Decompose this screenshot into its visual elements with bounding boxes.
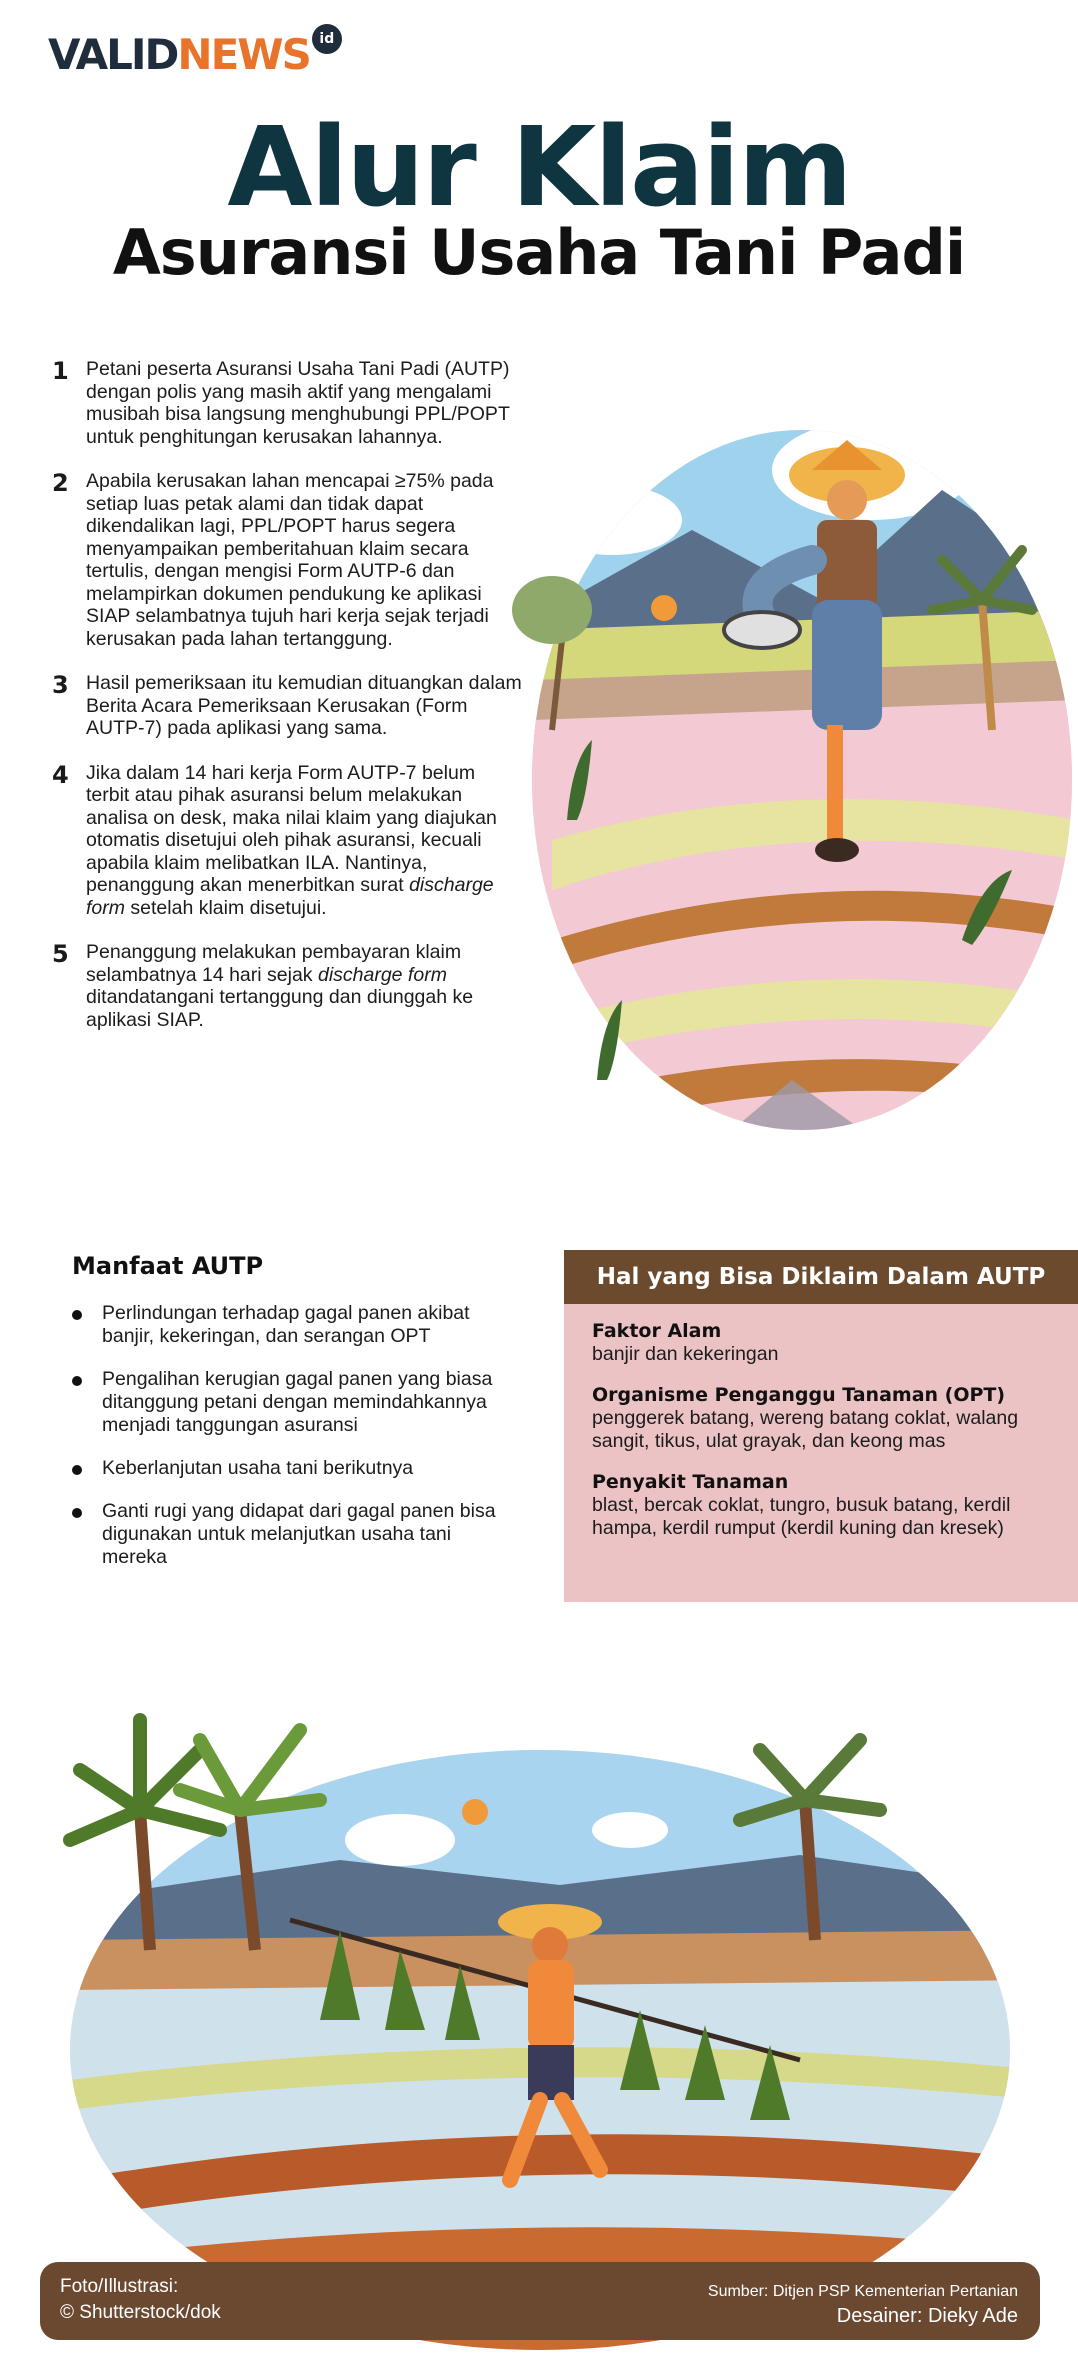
benefit-text: Pengalihan kerugian gagal panen yang biasa ditanggung petani dengan memindahkannya menjadi tanggungan asuransi xyxy=(102,1368,493,1436)
claimable-item-desc: blast, bercak coklat, tungro, busuk batang, kerdil hampa, kerdil rumput (kerdil kuning dan kresek) xyxy=(592,1494,1011,1539)
bullet-icon xyxy=(72,1457,102,1480)
claimable-item-heading: Penyakit Tanaman xyxy=(592,1471,789,1493)
benefit-text: Perlindungan terhadap gagal panen akibat banjir, kekeringan, dan serangan OPT xyxy=(102,1302,470,1347)
manfaat-section xyxy=(72,1252,512,1589)
step-item xyxy=(52,358,522,448)
step-item xyxy=(52,762,522,920)
logo-id-badge: id xyxy=(312,24,342,54)
benefit-text: Ganti rugi yang didapat dari gagal panen bisa digunakan untuk melanjutkan usaha tani mereka xyxy=(102,1500,496,1568)
bullet-icon xyxy=(72,1302,102,1348)
claimable-item-desc: penggerek batang, wereng batang coklat, walang sangit, tikus, ulat grayak, dan keong mas xyxy=(592,1407,1019,1452)
step-item xyxy=(52,941,522,1031)
page-subtitle: Asuransi Usaha Tani Padi xyxy=(112,216,966,289)
step-number: 2 xyxy=(52,469,69,497)
photo-credit xyxy=(60,2274,221,2326)
claimable-item-heading: Faktor Alam xyxy=(592,1320,722,1342)
step-text xyxy=(86,762,522,920)
step-text-emphasis: discharge form xyxy=(317,963,447,986)
footer-bar xyxy=(40,2262,1040,2340)
step-text: Hasil pemeriksaan itu kemudian dituangkan dalam Berita Acara Pemeriksaan Kerusakan (Form AUTP-7) pada aplikasi yang sama. xyxy=(86,672,522,739)
benefit-item xyxy=(72,1457,512,1480)
benefit-text: Keberlanjutan usaha tani berikutnya xyxy=(102,1457,414,1479)
step-text-part: setelah klaim disetujui. xyxy=(125,896,327,919)
step-number: 1 xyxy=(52,357,69,385)
designer-text: Desainer: Dieky Ade xyxy=(836,2305,1018,2327)
step-text: Petani peserta Asuransi Usaha Tani Padi (AUTP) dengan polis yang masih aktif yang mengalami musibah bisa langsung menghubungi PPL/POPT untuk penghitungan kerusakan lahannya. xyxy=(86,358,510,448)
step-text-part: ditandatangani tertanggung dan diunggah ke aplikasi SIAP. xyxy=(86,986,474,1031)
claimable-items-panel xyxy=(564,1250,1078,1602)
logo-news: NEWS xyxy=(177,30,310,79)
claim-steps-list xyxy=(52,358,522,1053)
step-item xyxy=(52,672,522,740)
claimable-item-heading: Organisme Penganggu Tanaman (OPT) xyxy=(592,1384,1006,1406)
step-number: 4 xyxy=(52,760,69,789)
step-number: 3 xyxy=(52,671,69,699)
step-text-part: Jika dalam 14 hari kerja Form AUTP-7 belum terbit atau pihak asuransi belum melakukan analisa on desk, maka nilai klaim yang diajukan otomatis disetujui oleh pihak asuransi, kecuali apabila klaim melibatkan ILA. Nantinya, penanggung akan menerbitkan surat xyxy=(86,761,497,896)
source-text: Sumber: Ditjen PSP Kementerian Pertanian xyxy=(707,2283,1018,2300)
credit-label: Foto/Illustrasi: xyxy=(60,2276,179,2297)
source-credit xyxy=(708,2280,1018,2328)
bullet-icon xyxy=(72,1368,102,1437)
claimable-panel-title: Hal yang Bisa Diklaim Dalam AUTP xyxy=(564,1250,1078,1304)
benefit-item xyxy=(72,1500,512,1569)
step-text: Apabila kerusakan lahan mencapai ≥75% pada setiap luas petak alami dan tidak dapat dikendalikan lagi, PPL/POPT harus segera menyampaikan pemberitahuan klaim secara tertulis, dengan mengisi Form AUTP-6 dan melampirkan dokumen pendukung ke aplikasi SIAP selambatnya tujuh hari kerja sejak terjadi kerusakan pada lahan tertanggung. xyxy=(86,470,494,650)
step-item xyxy=(52,470,522,650)
step-text-emphasis: discharge form xyxy=(86,874,494,919)
claimable-item xyxy=(592,1471,1050,1540)
credit-value: © Shutterstock/dok xyxy=(60,2302,221,2323)
step-number: 5 xyxy=(52,940,69,968)
claimable-item-desc: banjir dan kekeringan xyxy=(592,1343,779,1365)
farmer-carrying-seedlings-illustration xyxy=(40,1660,1040,2360)
benefit-item xyxy=(72,1302,512,1348)
claimable-item xyxy=(592,1384,1050,1453)
claimable-item xyxy=(592,1320,1050,1366)
manfaat-title: Manfaat AUTP xyxy=(72,1252,264,1280)
logo-valid: VALID xyxy=(48,30,178,79)
page-title: Alur Klaim xyxy=(227,103,851,231)
farmer-sowing-illustration xyxy=(492,300,1078,1200)
bullet-icon xyxy=(72,1500,102,1569)
benefit-item xyxy=(72,1368,512,1437)
step-text xyxy=(86,941,522,1031)
validnews-logo[interactable] xyxy=(48,30,342,79)
step-text-part: Penanggung melakukan pembayaran klaim selambatnya 14 hari sejak xyxy=(86,941,462,986)
